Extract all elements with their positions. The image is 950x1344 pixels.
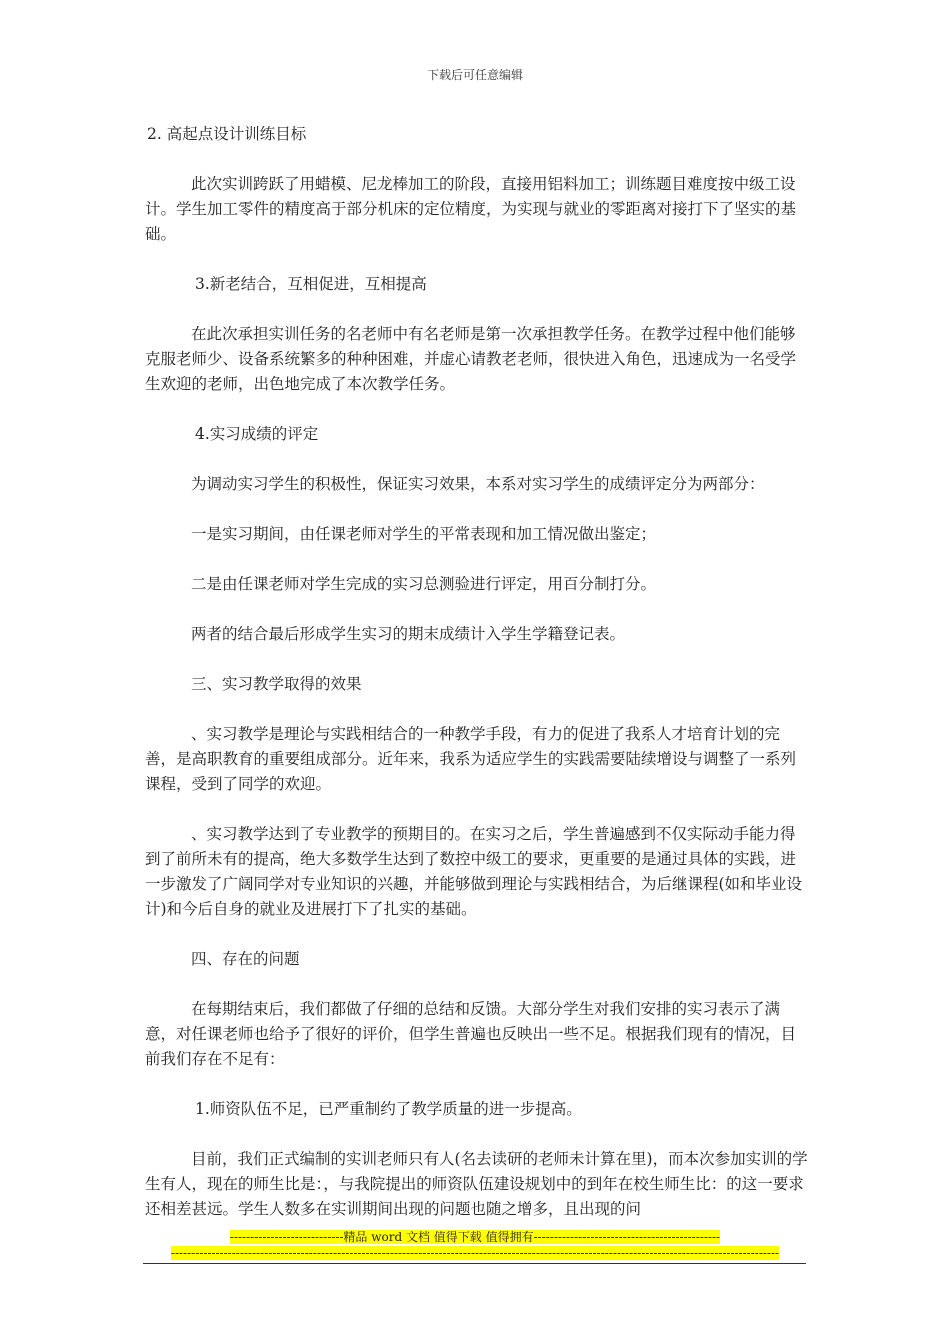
page-header: 下载后可任意编辑 — [426, 68, 523, 82]
paragraph: 4.实习成绩的评定 — [195, 425, 319, 443]
section-heading: 三、实习教学取得的效果 — [191, 675, 362, 693]
footer-line-1 — [170, 1229, 780, 1245]
paragraph: 3.新老结合，互相促进，互相提高 — [195, 275, 427, 293]
paragraph: 在此次承担实训任务的名老师中有名老师是第一次承担教学任务。在教学过程中他们能够克服老师少、设备系统繁多的种种困难，并虚心请教老老师，很快进入角色，迅速成为一名受学生欢迎的老师，出色地完成了本次教学任务。 — [145, 325, 797, 393]
footer-line-2-text: ------------------------------------------------------------------------------------------------------------------------------------------------------ — [170, 1246, 780, 1260]
paragraph: 目前，我们正式编制的实训老师只有人(名去读研的老师未计算在里)，而本次参加实训的学生有人，现在的师生比是：，与我院提出的师资队伍建设规划中的到年在校生师生比：的这一要求还相差甚远。学生人数多在实训期间出现的问题也随之增多，且出现的问 — [145, 1150, 808, 1218]
paragraph: 为调动实习学生的积极性，保证实习效果，本系对实习学生的成绩评定分为两部分： — [191, 475, 765, 493]
paragraph: 二是由任课老师对学生完成的实习总测验进行评定，用百分制打分。 — [191, 575, 657, 593]
footer-line-2 — [170, 1245, 780, 1261]
footer-rule — [143, 1263, 806, 1264]
section-heading: 四、存在的问题 — [191, 950, 300, 968]
paragraph: 此次实训跨跃了用蜡模、尼龙棒加工的阶段，直接用铝料加工；训练题目难度按中级工设计。学生加工零件的精度高于部分机床的定位精度，为实现与就业的零距离对接打下了坚实的基础。 — [145, 175, 797, 243]
paragraph: 两者的结合最后形成学生实习的期末成绩计入学生学籍登记表。 — [191, 625, 626, 643]
footer-line-1-text: ----------------------------精品 word 文档 值得下载 值得拥有---------------------------------------------- — [229, 1230, 721, 1244]
paragraph: 、实习教学达到了专业教学的预期目的。在实习之后，学生普遍感到不仅实际动手能力得到了前所未有的提高，绝大多数学生达到了数控中级工的要求，更重要的是通过具体的实践，进一步激发了广阔同学对专业知识的兴趣，并能够做到理论与实践相结合，为后继课程(如和毕业设计)和今后自身的就业及进展打下了扎实的基础。 — [145, 825, 803, 918]
paragraph: 在每期结束后，我们都做了仔细的总结和反馈。大部分学生对我们安排的实习表示了满意，对任课老师也给予了很好的评价，但学生普遍也反映出一些不足。根据我们现有的情况，目前我们存在不足有： — [145, 1000, 797, 1068]
paragraph: 、实习教学是理论与实践相结合的一种教学手段，有力的促进了我系人才培育计划的完善，是高职教育的重要组成部分。近年来，我系为适应学生的实践需要陆续增设与调整了一系列课程，受到了同学的欢迎。 — [145, 725, 797, 793]
paragraph: 一是实习期间，由任课老师对学生的平常表现和加工情况做出鉴定； — [191, 525, 657, 543]
paragraph: 2. 高起点设计训练目标 — [147, 125, 307, 143]
paragraph: 1.师资队伍不足，已严重制约了教学质量的进一步提高。 — [195, 1100, 582, 1118]
document-body — [145, 122, 808, 1247]
